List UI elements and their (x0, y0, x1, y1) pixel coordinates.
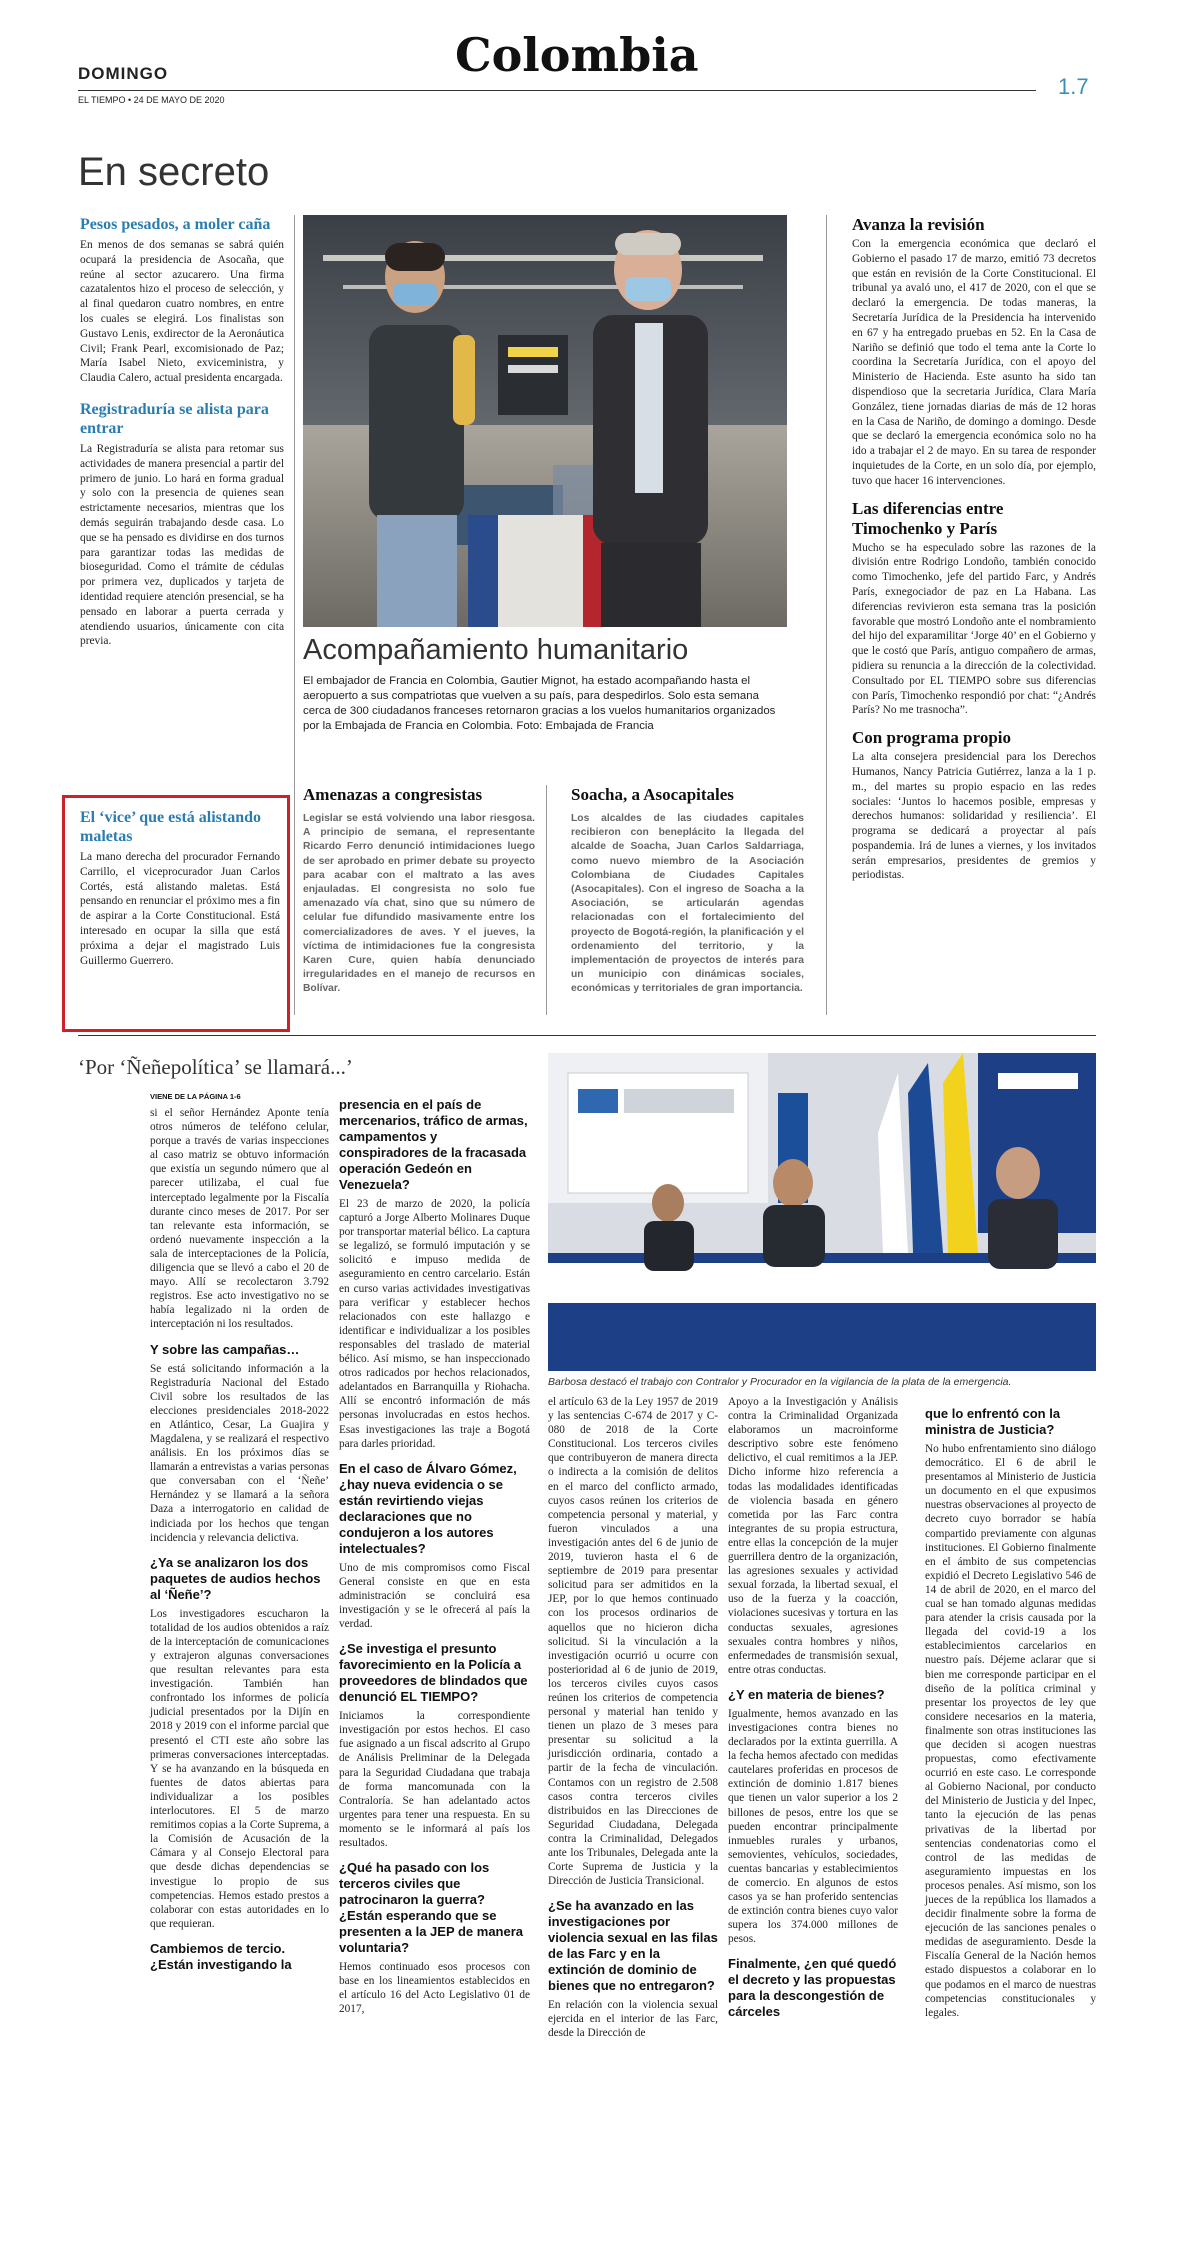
dateline: EL TIEMPO • 24 DE MAYO DE 2020 (78, 95, 225, 105)
item-text: La alta consejera presidencial para los Derechos Humanos, Nancy Patricia Gutiérrez, lanza a la 1 p. m., del martes su propio espacio en las redes sociales: ‘Juntos lo hacemos posible, empresas y derechos humanos: solidaridad y resiliencia’. El programa se dedicará a proyectar al país pospandemia. Irá de lunes a viernes, y los invitados serán empresarios, presidentes de gremios y periodistas. (852, 751, 1096, 882)
question-heading: ¿Qué ha pasado con los terceros civiles que patrocinaron la guerra? ¿Están esperando que se presenten a la JEP de manera voluntaria? (339, 1860, 524, 1956)
item-title: Registraduría se alista para entrar (80, 400, 269, 437)
answer-paragraph: Los investigadores escucharon la totalidad de los audios obtenidos a raíz de la interceptación de comunicaciones y extrajeron algunas conversaciones que resultan relevantes para esta investigación. También han confrontado los informes de policía judicial presentados por la Dijín en 2018 y 2019 con el informe parcial que presentó el CTI este año sobre las primeras conversaciones interceptadas. Y se ha avanzando en la búsqueda en fuentes de datos abiertas para individualizar a los posibles interlocutores. El 5 de marzo remitimos copias a la Corte Suprema, a la Comisión de Acusación de la Cámara y al Consejo Electoral para que desde dichas dependencias se investigue lo propio de sus competencias. Hemos estado prestos a colaborar con estas autoridades en lo que requieran. (150, 1607, 329, 1930)
answer-paragraph: Se está solicitando información a la Registraduría Nacional del Estado Civil sobre los resultados de las elecciones presidenciales 2018-2022 en Atlántico, Cesar, La Guajira y Magdalena, y se realizará el respectivo análisis. En los próximos días se llamarán a entrevistas a varias personas que conversaban con el ‘Ñeñe’ Hernández y se llamará a la señora Daza a interrogatorio en calidad de indiciada por los hechos que tengan incidencia y relevancia delictiva. (150, 1362, 329, 1544)
question-heading: presencia en el país de mercenarios, tráfico de armas, campamentos y conspiradores de la fracasada operación Gedeón en Venezuela? (339, 1097, 528, 1192)
answer-paragraph: Hemos continuado esos procesos con base en los lineamientos establecidos en el artículo 16 del Acto Legislativo 01 de 2017, (339, 1961, 530, 2016)
item-text: La Registraduría se alista para retomar sus actividades de manera presencial a partir del primero de junio. Lo hará en forma gradual y solo con la presencia de quienes sean estrictamente necesarios, mientras que los demás seguirán trabajando desde casa. Lo que se ha pensado es dividirse en dos turnos para garantizar todas las medidas de bioseguridad. Como el trámite de cédulas por primera vez, duplicados y tarjeta de identidad requiere atención presencial, se ha pensado en laborar a puerta cerrada y atendiendo usuarios, únicamente con cita previa. (80, 442, 284, 648)
header-rule (78, 90, 1036, 91)
question-heading: que lo enfrentó con la ministra de Justicia? (925, 1406, 1061, 1437)
answer-paragraph: si el señor Hernández Aponte tenía otros números de teléfono celular, porque a través de varias inspecciones al caso matriz se obtuvo información que existía un segundo número que al parecer utilizaba, el cual fue interceptado legalmente por la Fiscalía durante cinco meses de 2017. Por ser tan relevante esta información, se ordenó nuevamente inspección a la sala de interceptaciones de la Policía, diligencia que se llevó a cabo el 20 de mayo. Allí se recolectaron 3.792 registros. Ese acto investigativo no se había legalizado ni la orden de interceptación ni los resultados. (150, 1107, 329, 1331)
secreto-left-column (80, 215, 284, 649)
question-heading: Y sobre las campañas… (150, 1341, 300, 1357)
soacha-text: Los alcaldes de las ciudades capitales recibieron con beneplácito la llegada del alcalde de Soacha, Juan Carlos Saldarriaga, como nuevo miembro de la Asociación Colombiana de Ciudades Capitales (Asocapitales). Con el ingreso de Soacha a la Asociación, se articularán agendas relacionadas con el fortalecimiento del proyecto de Bogotá-región, la planificación y el ordenamiento del territorio, y la implementación de proyectos de interés para un municipio con dinámicas sociales, económicas y territoriales de gran importancia. (571, 813, 804, 995)
question-heading: ¿Se ha avanzado en las investigaciones por violencia sexual en las filas de las Farc y en la extinción de dominio de bienes que no entregaron? (548, 1898, 718, 1994)
item-title: El ‘vice’ que está alistando maletas (80, 809, 262, 845)
section-title: Colombia (455, 28, 699, 82)
answer-paragraph: Igualmente, hemos avanzado en las investigaciones contra bienes no declarados por la extinta guerrilla. A la fecha hemos afectado con medidas cautelares proferidas en procesos de extinción de dominio 1.817 bienes que tienen un valor superior a los 2 billones de pesos, entre los que se pueden encontrar principalmente inmuebles rurales y urbanos, semovientes, vehículos, sociedades, cuentas bancarias y establecimientos de comercio. En algunos de estos casos ya se han proferido sentencias de extinción contra bienes cuyo valor supera los 374.000 millones de pesos. (728, 1707, 898, 1946)
question-heading: En el caso de Álvaro Gómez, ¿hay nueva evidencia o se están revirtiendo viejas declaraciones que no condujeron a los autores intelectuales? (339, 1460, 517, 1556)
story-column-4 (728, 1395, 898, 2020)
column-divider (294, 215, 295, 1015)
item-title: Las diferencias entre Timochenko y París (852, 498, 1004, 538)
item-text: Mucho se ha especulado sobre las razones de la división entre Rodrigo Londoño, también conocido como Timochenko, jefe del partido Farc, y Andrés París, exnegociador de paz en La Habana. Las diferencias revivieron esta semana tras la posición favorable que mostró Londoño ante el nombramiento del hijo del exparamilitar ‘Jorge 40’ en el Gobierno y que le costó que París, antiguo compañero de armas, pidiera su renuncia a la dirección de la colectividad. Consultado por EL TIEMPO sobre sus diferencias con París, Timochenko respondió por chat: “¿Andrés París? No me trasnocha”. (852, 541, 1096, 717)
item-text: En menos de dos semanas se sabrá quién ocupará la presidencia de Asocaña, que reúne al sector azucarero. Una firma cazatalentos hizo el proceso de selección, y al final quedaron cuatro nombres, en entre los cuales se elegirá. Los finalistas son Gustavo Lenis, exdirector de la Aeronáutica Civil; Frank Pearl, excomisionado de Paz; María Isabel Nieto, exviceministra, y Claudia Calero, actual presidenta encargada. (80, 239, 284, 385)
story-column-2 (339, 1097, 530, 2016)
column-divider (826, 215, 827, 1015)
question-heading: ¿Se investiga el presunto favorecimiento en la Policía a proveedores de blindados que denunció EL TIEMPO? (339, 1641, 528, 1705)
secreto-right-column (852, 215, 1096, 883)
story-kicker: ‘Por ‘Ñeñepolítica’ se llamará...’ (78, 1055, 353, 1079)
question-heading: ¿Ya se analizaron los dos paquetes de audios hechos al ‘Ñeñe’? (150, 1554, 321, 1602)
answer-paragraph: Iniciamos la correspondiente investigación por estos hechos. El caso fue asignado a un fiscal adscrito al Grupo de Análisis Preliminar de la Delegada para la Seguridad Ciudadana que trabaja de forma mancomunada con la Contraloría. Se han adelantado actos urgentes para tener una respuesta. En su momento se le informará al país los resultados. (339, 1710, 530, 1849)
photo-caption: El embajador de Francia en Colombia, Gautier Mignot, ha estado acompañando hasta el aeropuerto a sus compatriotas que vuelven a su país, para despedirlos. Solo esta semana cerca de 300 ciudadanos franceses retornaron gracias a los vuelos humanitarios organizados por la Embajada de Francia en Colombia. Foto: Embajada de Francia (303, 675, 776, 732)
answer-paragraph: el artículo 63 de la Ley 1957 de 2019 y las sentencias C-674 de 2017 y C-080 de 2018 de la Corte Constitucional. Los terceros civiles que contribuyeron de manera directa o indirecta a la comisión de delitos en el marco del conflicto armado, cuyos casos reúnen los criterios de competencia personal y material, y fueron vinculados a una investigación antes del 6 de junio de 2019, tuvieron hasta el 6 de septiembre de 2019 para presentar solicitud para ser admitidos en la JEP, por lo que hemos continuado con los procesos ordinarios de aquellos que no hicieron dicha solicitud. Si la vinculación a la investigación ocurrió u ocurre con posterioridad al 6 de junio de 2019, los terceros civiles cuyos casos reúnen los criterios de competencia personal y material han tenido y tienen un plazo de 3 meses para presentar su solicitud a la jurisdicción ordinaria, contado a partir de la fecha de vinculación. Contamos con un registro de 2.508 casos contra terceros civiles distribuidos en las Direcciones de Seguridad Ciudadana, Delegada contra la Criminalidad, Delegados ante los Tribunales, Delegada ante la Corte Suprema de Justicia y la Dirección de Justicia Transicional. (548, 1396, 718, 1888)
answer-paragraph: En relación con la violencia sexual ejercida en el interior de las Farc, desde la Dirección de (548, 1999, 718, 2040)
amenazas-text: Legislar se está volviendo una labor riesgosa. A principio de semana, el representante Ricardo Ferro denunció intimidaciones luego de ser aprobado en primer debate su proyecto para acabar con el maltrato a las aves enjauladas. El congresista no solo fue amenazado vía chat, sino que su número de celular fue difundido masivamente entre los comercializadores de aves. Y el jueves, la víctima de intimidaciones fue la congresista Karen Cure, quien había denunciado irregularidades en el manejo de recursos en Bolívar. (303, 813, 535, 995)
answer-paragraph: El 23 de marzo de 2020, la policía capturó a Jorge Alberto Molinares Duque por transportar material bélico. La captura se legalizó, se formuló imputación y se solicitó e impuso medida de aseguramiento en centro carcelario. Están en curso varias actividades investigativas para verificar y establecer hechos relacionados con este hallazgo e identificar e individualizar a los posibles responsables del traslado de material bélico. Así mismo, se han inspeccionado otros radicados por hechos relacionados, adelantados en Barranquilla y Riohacha. Allí se encontró información de más personas involucradas en estos hechos. Esas investigaciones las traje a Bogotá para darles prioridad. (339, 1198, 530, 1450)
continued-from: VIENE DE LA PÁGINA 1-6 (150, 1092, 241, 1101)
question-heading: ¿Y en materia de bienes? (728, 1686, 885, 1702)
item-title: Avanza la revisión (852, 215, 985, 234)
fiscalia-photo (548, 1053, 1096, 1371)
question-heading: Cambiemos de tercio. ¿Están investigando la (150, 1940, 292, 1972)
column-divider (546, 785, 547, 1015)
airport-photo (303, 215, 787, 627)
kicker-en-secreto: En secreto (78, 150, 270, 194)
section-rule (78, 1035, 1096, 1036)
story-column-1 (150, 1106, 329, 1973)
item-title: Con programa propio (852, 728, 1012, 748)
page-number: 1.7 (1058, 74, 1089, 99)
story-photo-caption: Barbosa destacó el trabajo con Contralor y Procurador en la vigilancia de la plata de la emergencia. (548, 1376, 1012, 1388)
item-text: La mano derecha del procurador Fernando Carrillo, el viceprocurador Juan Carlos Cortés, está alistando maletas. Está pensando en renunciar el próximo mes a fin de aspirar a la Corte Constitucional. Está interesado en ocupar la silla que está próxima a dejar el magistrado Luis Guillermo Guerrero. (80, 851, 280, 967)
answer-paragraph: Apoyo a la Investigación y Análisis contra la Criminalidad Organizada elaboramos un macroinforme descriptivo sobre este fenómeno delictivo, el cual remitimos a la JEP. Dicho informe hizo referencia a todas las modalidades identificadas de violencia basada en género cometida por las Farc contra integrantes de su propia estructura, entre ellas la concepción de la mujer guerrillera dentro de la organización, las agresiones sexuales y actividad sexual forzada, la libertad sexual, el uso de la fuerza y la coacción, violaciones sucesivas y tortura en las conductas sexuales, agresiones sexuales contra hombres y niños, enfermedades de transmisión sexual, entre otras conductas. (728, 1396, 898, 1676)
item-title: Pesos pesados, a moler caña (80, 216, 271, 233)
answer-paragraph: Uno de mis compromisos como Fiscal General consiste en que en esta administración se concluirá esa investigación y se le ofrecerá al país la verdad. (339, 1561, 530, 1631)
amenazas-title: Amenazas a congresistas (303, 785, 483, 804)
question-heading: Finalmente, ¿en qué quedó el decreto y las propuestas para la descongestión de cárceles (728, 1956, 897, 2020)
soacha-title: Soacha, a Asocapitales (571, 785, 734, 804)
vice-item (80, 808, 280, 968)
photo-title: Acompañamiento humanitario (303, 634, 689, 666)
story-column-3 (548, 1395, 718, 2041)
day-label: DOMINGO (78, 64, 169, 83)
item-text: Con la emergencia económica que declaró el Gobierno el pasado 17 de marzo, emitió 73 decretos que están en revisión de la Corte Constitucional. El tribunal ya avaló uno, el 417 de 2020, con el que se declaró la emergencia. De todas maneras, la Secretaría Jurídica de la Presidencia ha intervenido en 67 y ha entregado pruebas en 52. En la Casa de Nariño se definió que todo el tema ante la Corte lo coordina la Secretaría Jurídica, con el apoyo del Ministerio de Hacienda. Este asunto ha sido tan dispendioso que la secretaria Jurídica, Clara María González, tiene jornadas diarias de más de 12 horas en la Casa de Nariño, de domingo a domingo. Desde que se declaró la emergencia económica solo no ha ido a trabajar el 2 de mayo. En su tarea de responder inquietudes de la Corte, en un solo día, por ejemplo, tuvo que hacer 16 intervenciones. (852, 238, 1096, 487)
answer-paragraph: No hubo enfrentamiento sino diálogo democrático. El 6 de abril le presentamos al Ministerio de Justicia un documento en el que expusimos nuestras observaciones al proyecto de decreto cuyo borrador se había compartido previamente con algunas instituciones. El Gobierno finalmente en el ámbito de sus competencias expidió el Decreto Legislativo 546 de 14 de abril de 2020, en el marco del cual se han tomado algunas medidas para atender la crisis causada por la llegada del covid-19 a los establecimientos carcelarios en nuestro país. Déjeme aclarar que si bien me corresponde participar en el diseño de la política criminal y presentar los proyectos de ley que considere necesarios en la materia, finalmente son otras instituciones las que deciden si acogen nuestras propuestas, como efectivamente ocurrió en este caso. Le corresponde al Gobierno Nacional, por conducto del Ministerio de Justicia y del Inpec, tanto la ejecución de las penas privativas de la libertad por sentencias condenatorias como el control de las medidas de aseguramiento impuestas en los procesos penales. Así mismo, son los jueces de la república los llamados a decidir finalmente sobre la forma de ejecución de las sanciones penales o medidas de aseguramiento. Desde la Fiscalía General de la Nación hemos estado dispuestos a colaborar en lo que podamos en el marco de nuestras competencias constitucionales y legales. (925, 1443, 1096, 2019)
story-column-5 (925, 1406, 1096, 2020)
